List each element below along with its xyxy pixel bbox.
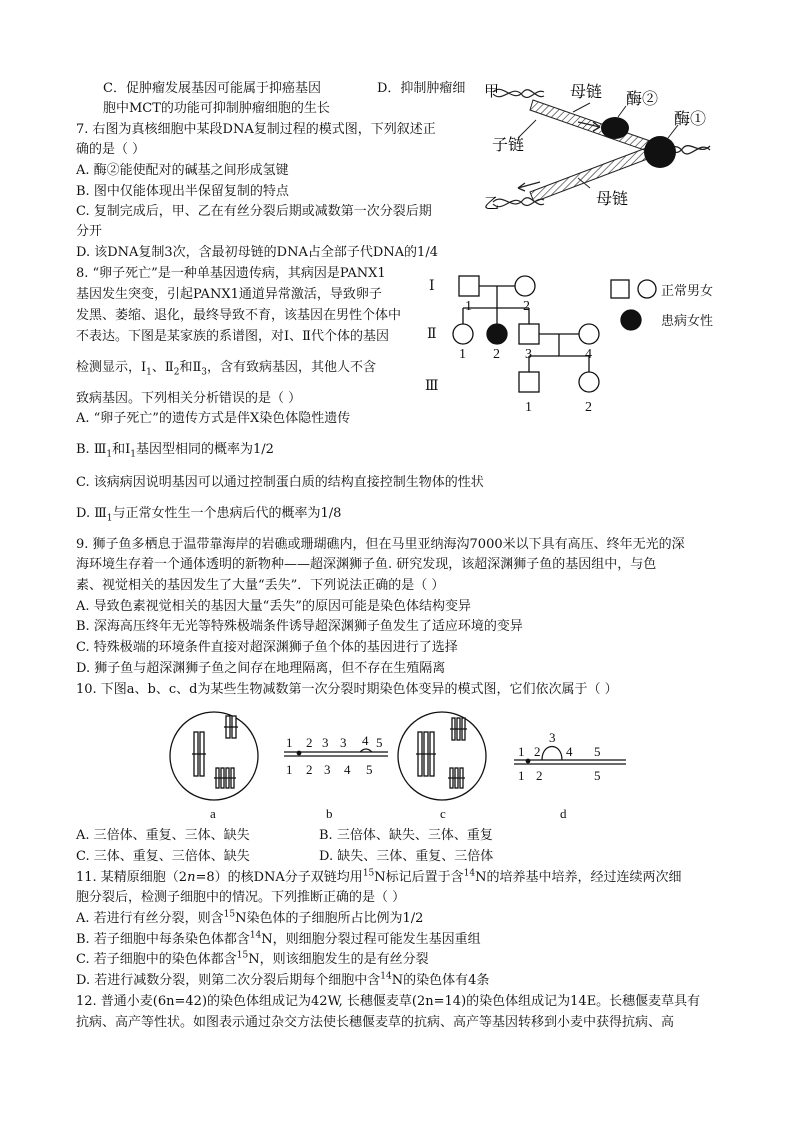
q11-option-b: B. 若子细胞中每条染色体都含$^{14}$N，则细胞分裂过程可能发生基因重组: [76, 930, 481, 947]
q8-line-2: 基因发生突变，引起PANX1通道异常激活，导致卵子: [76, 287, 382, 302]
pedigree-II1-female: [453, 324, 473, 344]
q10-option-a: A. 三倍体、重复、三体、缺失: [76, 828, 250, 843]
q9-option-c: C. 特殊极端的环境条件直接对超深渊狮子鱼个体的基因进行了选择: [76, 640, 458, 655]
q7-option-b: B. 图中仅能体现出半保留复制的特点: [76, 184, 289, 199]
q8-line-4: 不表达。下图是某家族的系谱图，对Ⅰ、Ⅱ代个体的基因: [76, 329, 389, 344]
q10-option-b: B. 三倍体、缺失、三体、重复: [319, 828, 493, 843]
label-enzyme-1: 酶①: [674, 111, 707, 128]
b-top-1: 1: [286, 735, 293, 750]
q12-line-1: 12. 普通小麦(6n=42)的染色体组成记为42W, 长穗偃麦草(2n=14)的染色体组成记为14E。长穗偃麦草具有: [76, 994, 701, 1009]
enzyme-2-shape: [601, 117, 629, 139]
b-bottom-3: 3: [324, 762, 331, 777]
b-top-2: 2: [306, 735, 313, 750]
legend-affected-female: [621, 310, 641, 330]
q8-option-c: C. 该病病因说明基因可以通过控制蛋白质的结构直接控制生物体的性状: [76, 475, 484, 490]
legend-normal-female: [638, 280, 656, 298]
d-top-4: 4: [566, 744, 573, 759]
gen-label-3: Ⅲ: [425, 379, 439, 394]
q8-option-d: D. $Ⅲ_1$与正常女性生一个患病后代的概率为1/8: [76, 506, 342, 524]
pedigree-II2-affected-female: [487, 324, 507, 344]
cell-a: [170, 712, 258, 800]
q12-line-2: 抗病、高产等性状。如图表示通过杂交方法使长穗偃麦草的抗病、高产等基因转移到小麦中获得抗病、高: [76, 1015, 675, 1030]
q9-option-d: D. 狮子鱼与超深渊狮子鱼之间存在地理隔离，但不存在生殖隔离: [76, 661, 446, 676]
q8-line-3: 发黑、萎缩、退化，最终导致不育，该基因在男性个体中: [76, 308, 402, 323]
q7-option-c-cont: 分开: [76, 224, 103, 239]
pedigree-I1-male: [459, 276, 479, 296]
q10-option-d: D. 缺失、三体、重复、三倍体: [319, 849, 494, 864]
label-zilian: 子链: [492, 137, 525, 154]
num-I2: 2: [523, 299, 530, 314]
enzyme-1-shape: [644, 136, 676, 168]
d-top-5: 5: [594, 744, 601, 759]
num-II3: 3: [525, 347, 532, 362]
fig-label-d: d: [560, 806, 567, 821]
d-top-2: 2: [534, 744, 541, 759]
dna-replication-figure: [478, 70, 728, 220]
q10-option-c: C. 三体、重复、三倍体、缺失: [76, 849, 250, 864]
q11-line-2: 胞分裂后，检测子细胞中的情况。下列推断正确的是（ ）: [76, 890, 406, 905]
d-top-1: 1: [518, 744, 525, 759]
b-top-3b: 3: [340, 735, 347, 750]
legend-affected-label: 患病女性: [661, 313, 714, 328]
pedigree-chart: [425, 268, 755, 418]
gen-label-2: Ⅱ: [427, 327, 437, 342]
q9-line-1: 9. 狮子鱼多栖息于温带靠海岸的岩礁或珊瑚礁内，但在马里亚纳海沟7000米以下具有高压、终年无光的深: [76, 537, 685, 552]
q6-option-c: C．促肿瘤发展基因可能属于抑癌基因: [103, 81, 321, 96]
q9-option-a: A. 导致色素视觉相关的基因大量“丢失”的原因可能是染色体结构变异: [76, 599, 471, 614]
b-top-5: 5: [376, 735, 383, 750]
pedigree-I2-female: [515, 276, 535, 296]
pedigree-III2-female: [579, 372, 599, 392]
q8-line-6: 致病基因。下列相关分析错误的是（ ）: [76, 391, 302, 406]
b-bottom-1: 1: [286, 762, 293, 777]
q9-line-3: 素、视觉相关的基因发生了大量“丢失”．下列说法正确的是（ ）: [76, 578, 445, 593]
fig-label-c: c: [440, 806, 446, 821]
gen-label-1: Ⅰ: [429, 279, 435, 294]
q11-option-c: C. 若子细胞中的染色体都含$^{15}$N，则该细胞发生的是有丝分裂: [76, 950, 429, 967]
pedigree-II3-male: [519, 324, 539, 344]
num-III2: 2: [585, 400, 592, 415]
d-bottom-2: 2: [536, 768, 543, 783]
num-I1: 1: [465, 299, 472, 314]
b-bottom-4: 4: [344, 762, 351, 777]
num-III1: 1: [525, 400, 532, 415]
q7-stem-2: 确的是（ ）: [76, 142, 146, 157]
cell-c: [398, 712, 486, 800]
b-bottom-2: 2: [306, 762, 313, 777]
legend-normal-male: [611, 280, 629, 298]
q11-option-a: A. 若进行有丝分裂，则含$^{15}$N染色体的子细胞所占比例为1/2: [76, 909, 424, 926]
q8-option-b: B. $Ⅲ_1$和$Ⅰ_1$基因型相同的概率为1/2: [76, 442, 274, 460]
q9-option-b: B. 深海高压终年无光等特殊极端条件诱导超深渊狮子鱼发生了适应环境的变异: [76, 619, 523, 634]
chromosome-variation-figure: [160, 708, 640, 824]
label-mulian-bottom: 母链: [596, 191, 629, 208]
label-mulian-top: 母链: [570, 84, 603, 101]
label-enzyme-2: 酶②: [626, 91, 659, 108]
q8-line-1: 8. “卵子死亡”是一种单基因遗传病，其病因是PANX1: [76, 266, 386, 281]
label-jia: 甲: [484, 84, 500, 100]
fig-label-b: b: [326, 806, 333, 821]
q8-line-5: 检测显示，$Ⅰ_1$、$Ⅱ_2$和$Ⅱ_3$，含有致病基因，其他人不含: [76, 360, 377, 378]
q7-stem-1: 7. 右图为真核细胞中某段DNA复制过程的模式图，下列叙述正: [76, 122, 436, 137]
d-top-3: 3: [549, 730, 556, 745]
b-bottom-5: 5: [366, 762, 373, 777]
q7-option-d: D. 该DNA复制3次，含最初母链的DNA占全部子代DNA的1/4: [76, 245, 438, 260]
q7-option-a: A. 酶②能使配对的碱基之间形成氢键: [76, 163, 289, 178]
d-bottom-5: 5: [594, 768, 601, 783]
d-bottom-1: 1: [518, 768, 525, 783]
fig-label-a: a: [210, 806, 216, 821]
q6-option-d: D．抑制肿瘤细: [377, 81, 466, 96]
b-top-3: 3: [322, 735, 329, 750]
legend-normal-label: 正常男女: [661, 283, 714, 298]
pedigree-III1-male: [519, 372, 539, 392]
label-yi: 乙: [484, 196, 500, 212]
q11-line-1: 11. 某精原细胞（2n=8）的核DNA分子双链均用$^{15}$N标记后置于含$^{14}$N的培养基中培养，经过连续两次细: [76, 868, 682, 885]
q6-option-d-cont: 胞中MCT的功能可抑制肿瘤细胞的生长: [103, 101, 330, 116]
q10-stem: 10. 下图a、b、c、d为某些生物减数第一次分裂时期染色体变异的模式图，它们依次属于（ ）: [76, 682, 618, 697]
num-II2: 2: [493, 347, 500, 362]
q9-line-2: 海环境生存着一个通体透明的新物种——超深渊狮子鱼. 研究发现，该超深渊狮子鱼的基因组中，与色: [76, 557, 657, 572]
pedigree-II4-female: [579, 324, 599, 344]
q11-option-d: D. 若进行减数分裂，则第二次分裂后期每个细胞中含$^{14}$N的染色体有4条: [76, 971, 490, 988]
num-II1: 1: [459, 347, 466, 362]
b-top-4: 4: [362, 733, 369, 748]
num-II4: 4: [585, 347, 592, 362]
q7-option-c: C. 复制完成后，甲、乙在有丝分裂后期或减数第一次分裂后期: [76, 204, 432, 219]
q8-option-a: A. “卵子死亡”的遗传方式是伴X染色体隐性遗传: [76, 411, 351, 426]
